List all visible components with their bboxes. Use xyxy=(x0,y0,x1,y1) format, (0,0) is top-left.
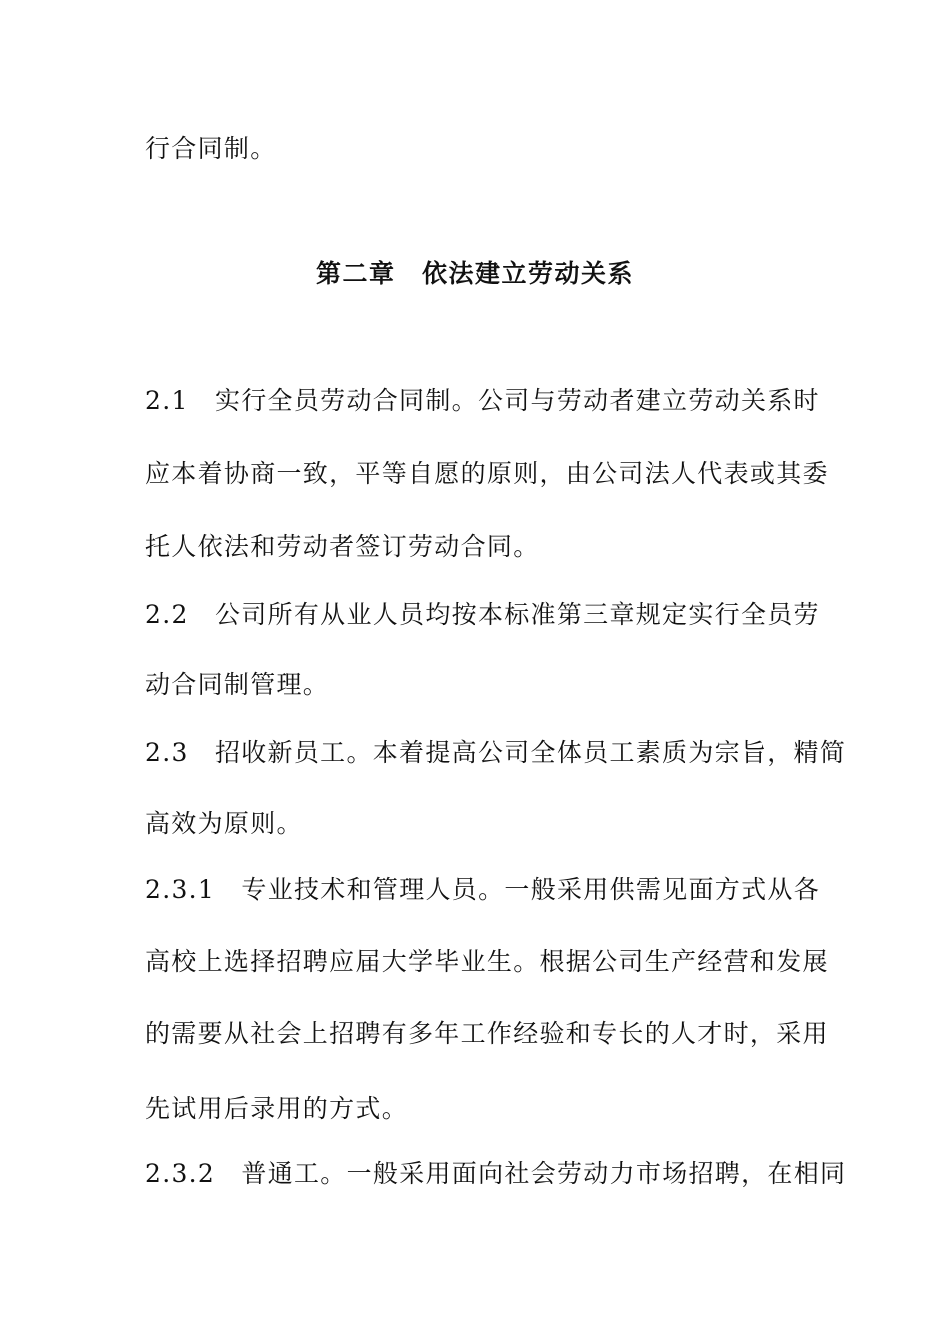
paragraph-line-2-1-cont-2: 托人依法和劳动者签订劳动合同。 xyxy=(145,532,540,561)
paragraph-line-2-1: 2.1 实行全员劳动合同制。公司与劳动者建立劳动关系时 xyxy=(145,386,820,415)
paragraph-line-2-3-1-cont-3: 先试用后录用的方式。 xyxy=(145,1094,409,1123)
paragraph-line-2-3: 2.3 招收新员工。本着提高公司全体员工素质为宗旨，精简 xyxy=(145,738,847,767)
paragraph-line-2-2: 2.2 公司所有从业人员均按本标准第三章规定实行全员劳 xyxy=(145,600,820,629)
paragraph-line-2-3-cont: 高效为原则。 xyxy=(145,809,303,838)
paragraph-line-2-3-1-cont-1: 高校上选择招聘应届大学毕业生。根据公司生产经营和发展 xyxy=(145,947,829,976)
paragraph-line-2-2-cont: 动合同制管理。 xyxy=(145,670,330,699)
paragraph-line-2-3-1: 2.3.1 专业技术和管理人员。一般采用供需见面方式从各 xyxy=(145,875,821,904)
chapter-heading: 第二章 依法建立劳动关系 xyxy=(315,259,634,288)
paragraph-line-2-1-cont-1: 应本着协商一致，平等自愿的原则，由公司法人代表或其委 xyxy=(145,459,829,488)
paragraph-line-2-3-2: 2.3.2 普通工。一般采用面向社会劳动力市场招聘，在相同 xyxy=(145,1159,847,1188)
paragraph-line-continuation: 行合同制。 xyxy=(145,134,277,163)
paragraph-line-2-3-1-cont-2: 的需要从社会上招聘有多年工作经验和专长的人才时，采用 xyxy=(145,1019,829,1048)
